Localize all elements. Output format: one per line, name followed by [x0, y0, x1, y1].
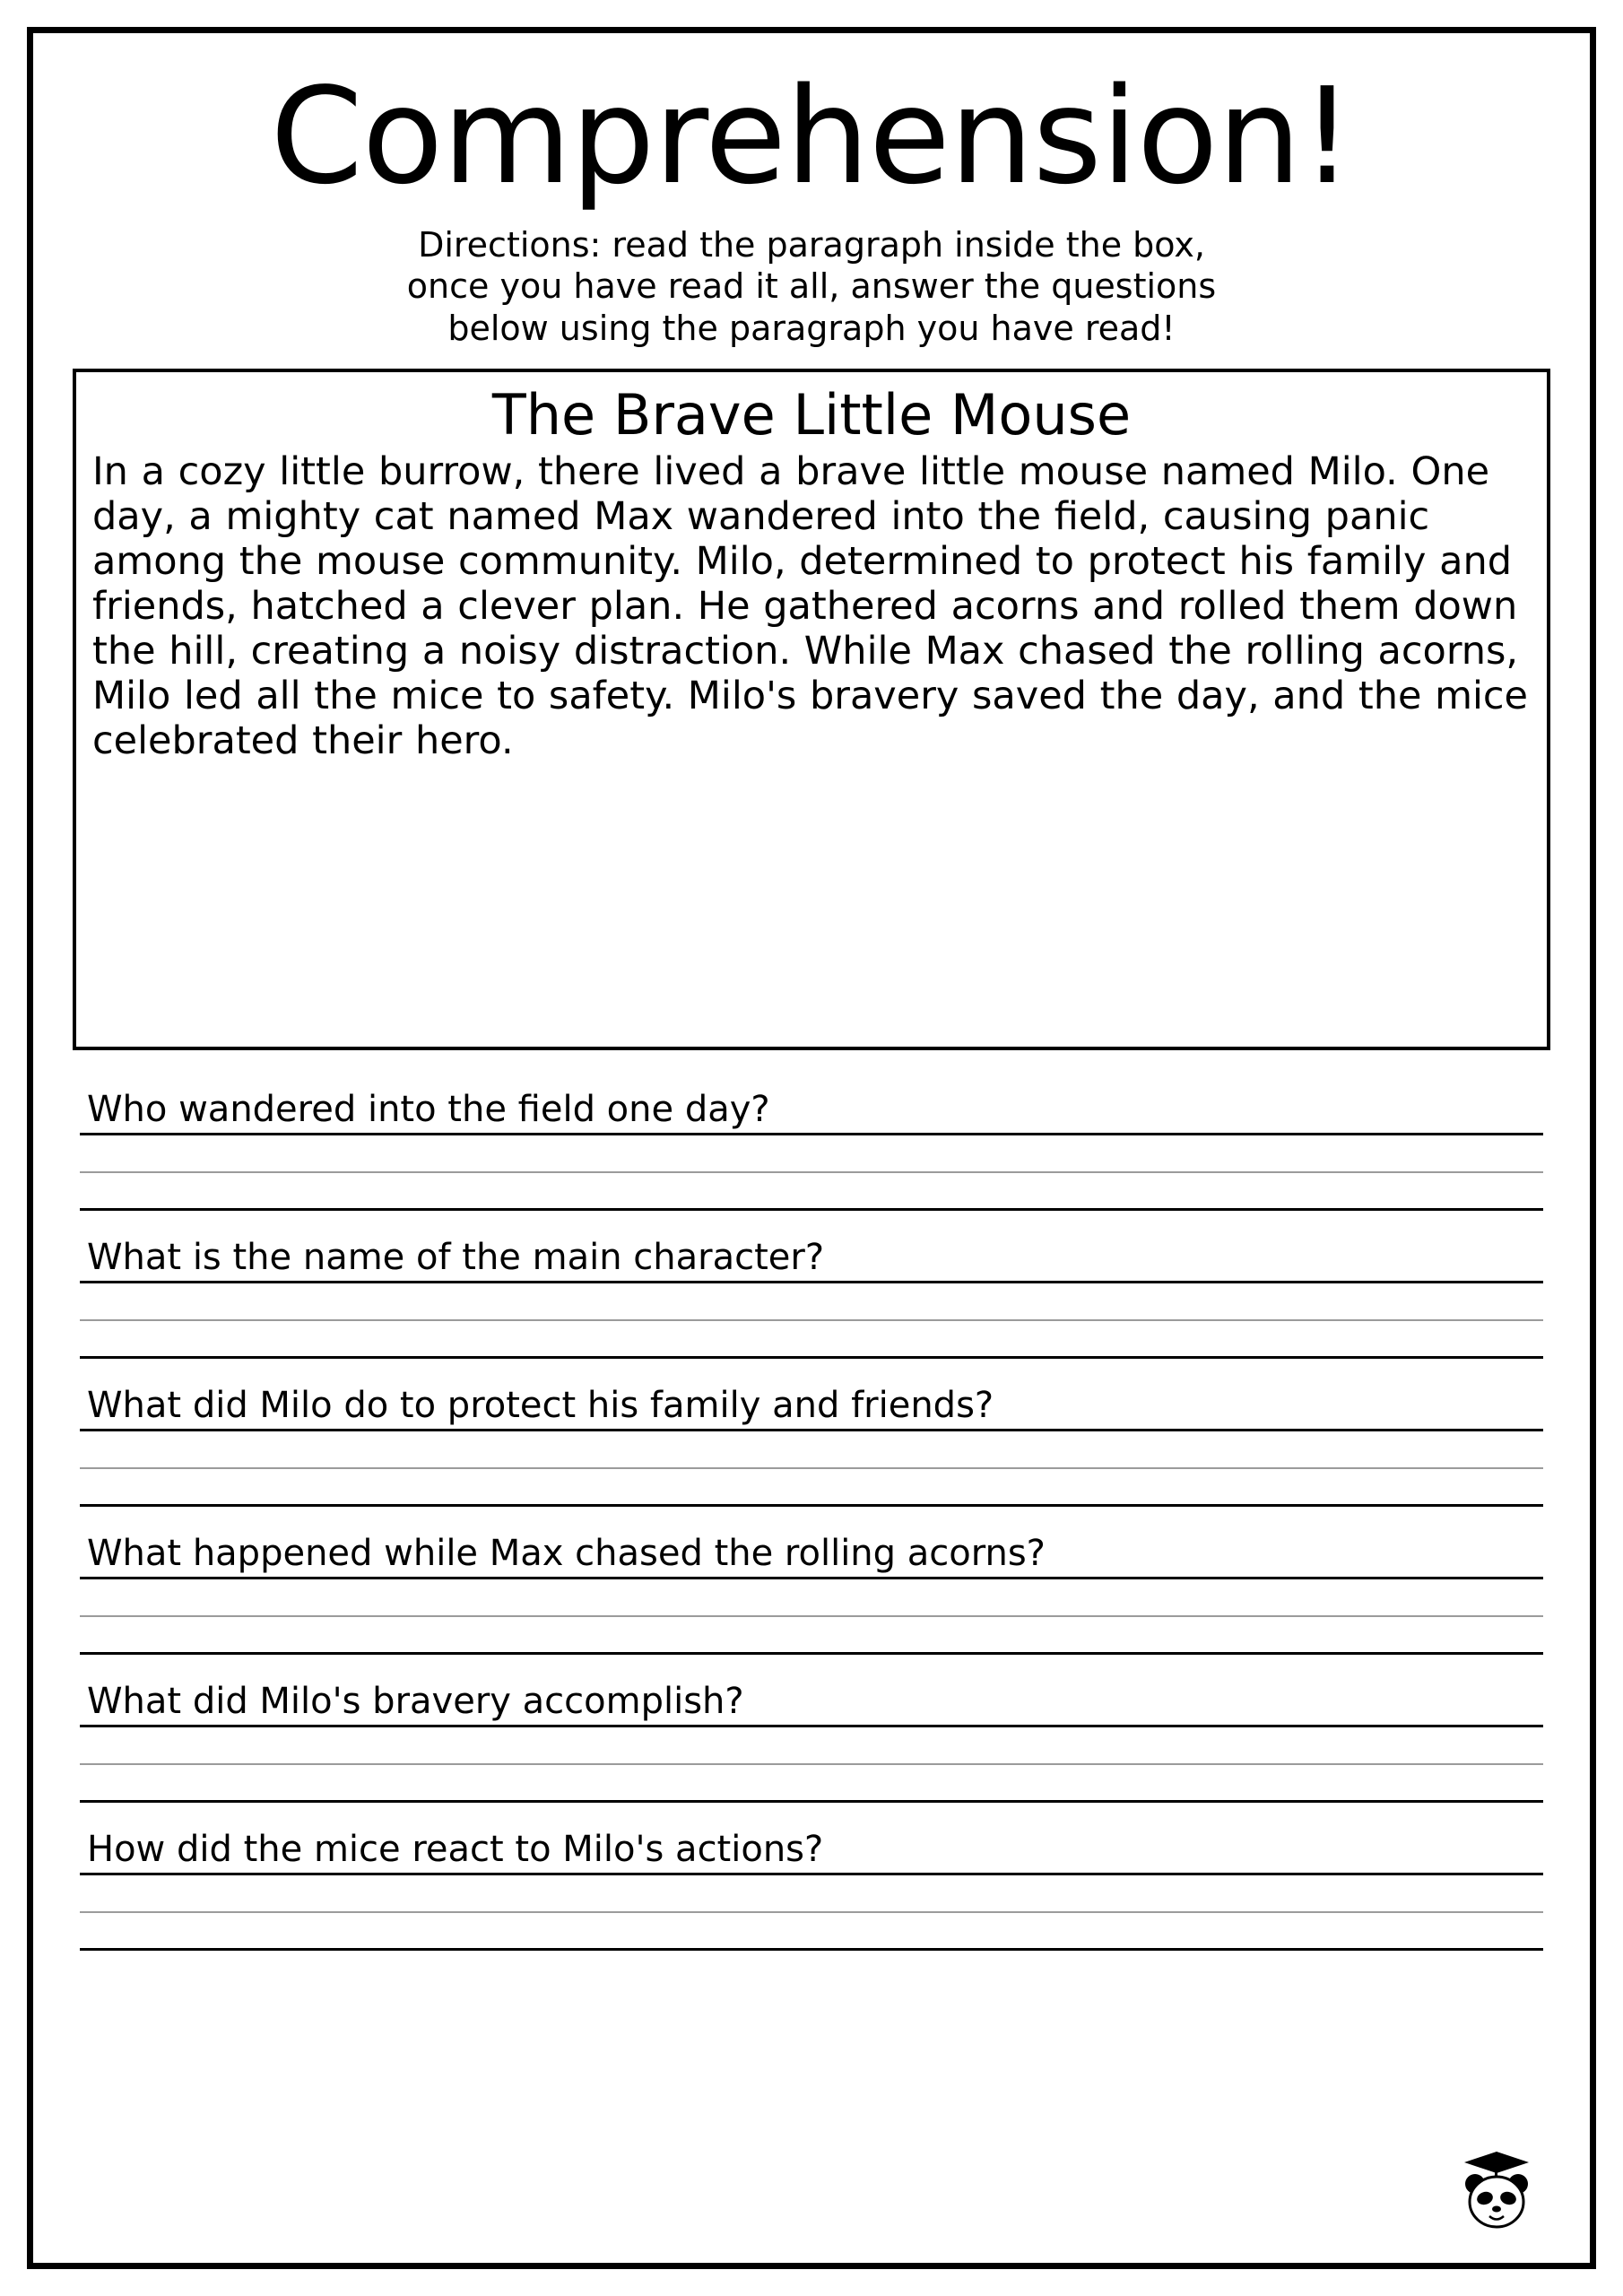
answer-line[interactable]	[80, 1431, 1543, 1469]
footer-logo	[1450, 2139, 1543, 2232]
page-title: Comprehension!	[270, 59, 1353, 213]
answer-line[interactable]	[80, 1469, 1543, 1507]
answer-line[interactable]	[80, 1321, 1543, 1359]
question-prompt-line	[80, 1830, 1543, 1875]
question-prompt-line	[80, 1386, 1543, 1431]
question-text: How did the mice react to Milo's actions?	[87, 1829, 824, 1871]
directions-line-2: once you have read it all, answer the questions	[406, 266, 1217, 307]
answer-line[interactable]	[80, 1173, 1543, 1211]
panda-graduate-icon	[1450, 2139, 1543, 2232]
question-text: What is the name of the main character?	[87, 1237, 825, 1279]
answer-line[interactable]	[80, 1579, 1543, 1617]
question-prompt-line	[80, 1090, 1543, 1135]
answer-line[interactable]	[80, 1135, 1543, 1173]
answer-line[interactable]	[80, 1283, 1543, 1321]
question-block	[73, 1386, 1550, 1507]
question-text: What did Milo's bravery accomplish?	[87, 1681, 744, 1723]
question-block	[73, 1534, 1550, 1655]
question-prompt-line	[80, 1682, 1543, 1727]
question-prompt-line	[80, 1238, 1543, 1283]
answer-line[interactable]	[80, 1913, 1543, 1951]
directions-line-1: Directions: read the paragraph inside the box,	[418, 224, 1205, 265]
answer-line[interactable]	[80, 1617, 1543, 1655]
worksheet-sheet	[27, 27, 1596, 2269]
answer-line[interactable]	[80, 1727, 1543, 1765]
question-text: What did Milo do to protect his family and friends?	[87, 1385, 994, 1427]
passage-title: The Brave Little Mouse	[491, 382, 1132, 448]
question-block	[73, 1682, 1550, 1803]
answer-line[interactable]	[80, 1875, 1543, 1913]
question-block	[73, 1090, 1550, 1211]
answer-line[interactable]	[80, 1765, 1543, 1803]
question-block	[73, 1830, 1550, 1951]
directions-line-3: below using the paragraph you have read!	[447, 308, 1176, 348]
question-text: Who wandered into the field one day?	[87, 1089, 770, 1131]
question-block	[73, 1238, 1550, 1359]
directions-text	[73, 224, 1550, 349]
passage-box	[73, 369, 1550, 1050]
question-prompt-line	[80, 1534, 1543, 1579]
questions-list	[73, 1090, 1550, 2236]
question-text: What happened while Max chased the rolling acorns?	[87, 1533, 1046, 1575]
passage-body: In a cozy little burrow, there lived a brave little mouse named Milo. One day, a mighty cat named Max wandered into the field, causing panic among the mouse community. Milo, determined to protect his family and friends, hatched a clever plan. He gathered acorns and rolled them down the hill, creating a noisy distraction. While Max chased the rolling acorns, Milo led all the mice to safety. Milo's bravery saved the day, and the mice celebrated their hero.	[92, 449, 1529, 763]
